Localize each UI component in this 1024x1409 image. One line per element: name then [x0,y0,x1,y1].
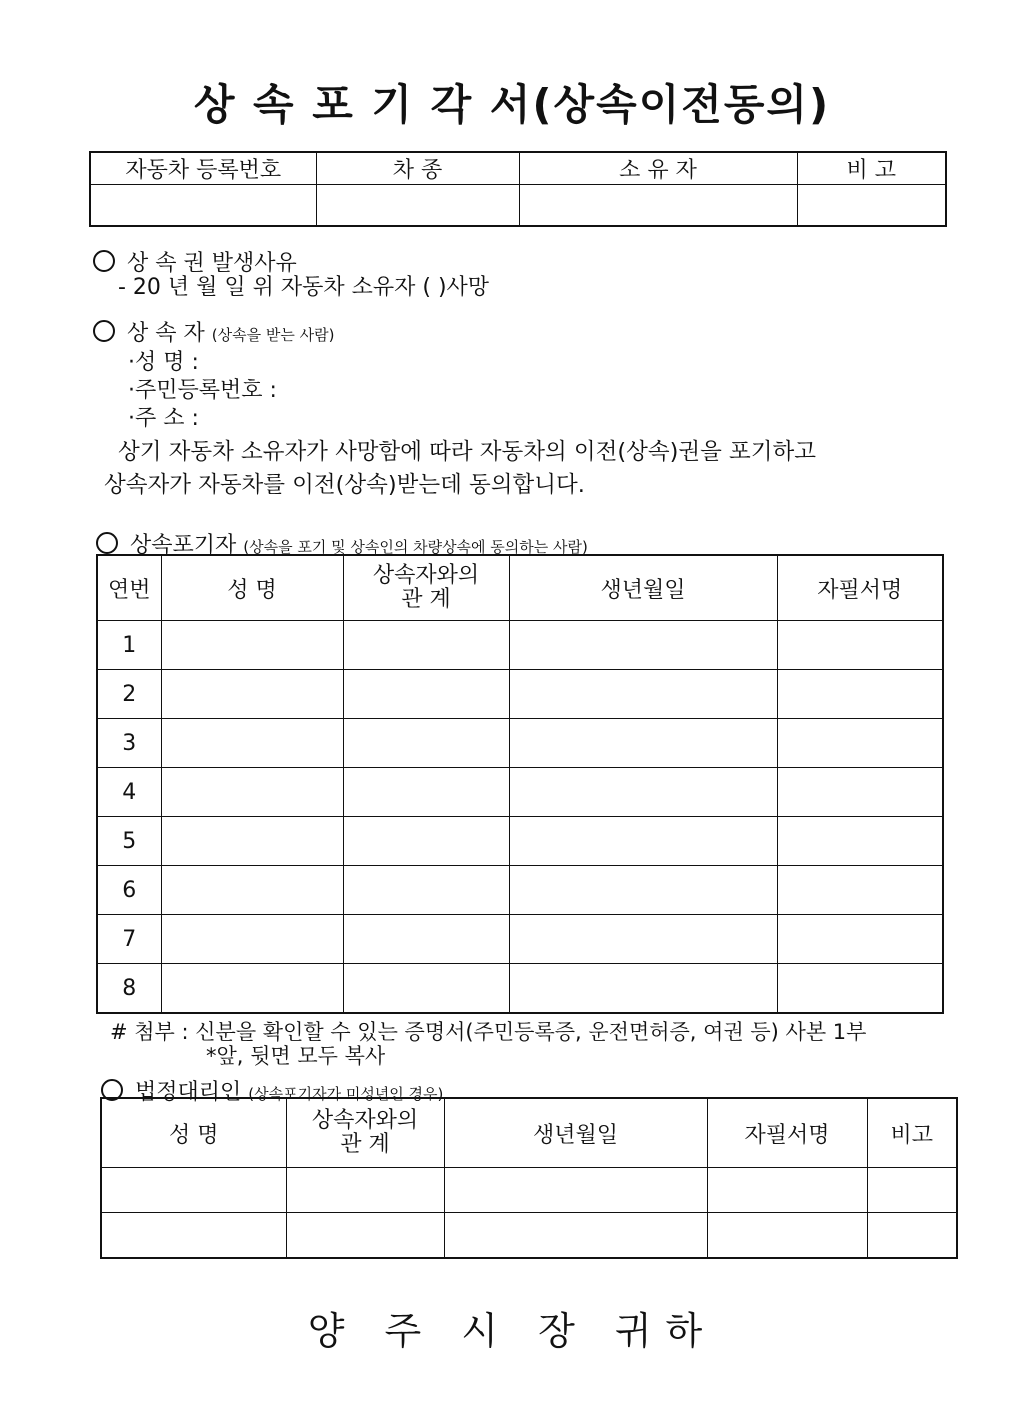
header-no: 연번 [97,555,161,621]
signature-cell[interactable] [777,964,943,1014]
attachment-copy-note: *앞, 뒷면 모두 복사 [206,1044,386,1068]
relation-cell[interactable] [343,866,509,915]
heir-name-field: ·성 명 : [128,350,199,375]
relation-cell[interactable] [343,915,509,964]
birth-cell[interactable] [509,915,777,964]
section-guardian-note: (상속포기자가 미성년인 경우) [248,1085,444,1103]
section-heir-note: (상속을 받는 사람) [211,326,335,344]
name-cell[interactable] [161,670,343,719]
header-birth-date: 생년월일 [509,555,777,621]
header-birth-date: 생년월일 [444,1098,707,1168]
birth-cell[interactable] [509,866,777,915]
header-registration-number: 자동차 등록번호 [90,152,316,185]
section-guardian-heading: 법정대리인 (상속포기자가 미성년인 경우) [101,1075,443,1106]
header-name: 성 명 [101,1098,286,1168]
table-row [97,817,943,866]
section-heir-heading: 상 속 자 (상속을 받는 사람) [93,316,334,347]
header-name: 성 명 [161,555,343,621]
name-cell[interactable] [161,817,343,866]
heir-id-field: ·주민등록번호 : [128,378,277,403]
header-vehicle-type: 차 종 [316,152,519,185]
birth-cell[interactable] [509,768,777,817]
table-row [97,719,943,768]
section-cause-line: - 20 년 월 일 위 자동차 소유자 ( )사망 [118,275,490,300]
name-cell[interactable] [161,915,343,964]
row-number: 3 [97,719,161,768]
section-renouncer-note: (상속을 포기 및 상속인의 차량상속에 동의하는 사람) [243,538,588,556]
birth-cell[interactable] [509,621,777,670]
birth-cell[interactable] [444,1213,707,1259]
header-relation: 상속자와의 관 계 [343,555,509,621]
row-number: 4 [97,768,161,817]
signature-cell[interactable] [707,1168,867,1213]
signature-cell[interactable] [777,866,943,915]
relation-cell[interactable] [343,817,509,866]
recipient-footer: 양 주 시 장 귀하 [307,1309,717,1353]
row-number: 1 [97,621,161,670]
attachment-note: # 첨부 : 신분을 확인할 수 있는 증명서(주민등록증, 운전면허증, 여권 등) 사본 1부 [110,1020,867,1044]
signature-cell[interactable] [777,915,943,964]
relation-cell[interactable] [286,1213,444,1259]
signature-cell[interactable] [777,817,943,866]
remarks-cell[interactable] [797,185,946,227]
name-cell[interactable] [161,719,343,768]
circle-bullet-icon [93,320,115,342]
birth-cell[interactable] [509,719,777,768]
row-number: 2 [97,670,161,719]
row-number: 5 [97,817,161,866]
remarks-cell[interactable] [867,1168,957,1213]
signature-cell[interactable] [707,1213,867,1259]
header-owner: 소 유 자 [519,152,797,185]
circle-bullet-icon [93,250,115,272]
relation-cell[interactable] [343,719,509,768]
header-remarks: 비 고 [797,152,946,185]
relation-cell[interactable] [343,768,509,817]
document-title: 상 속 포 기 각 서(상속이전동의) [193,80,831,129]
owner-cell[interactable] [519,185,797,227]
vehicle-info-table [89,151,947,227]
table-row [97,621,943,670]
circle-bullet-icon [96,532,118,554]
table-row [97,866,943,915]
relation-cell[interactable] [286,1168,444,1213]
header-relation: 상속자와의 관 계 [286,1098,444,1168]
name-cell[interactable] [161,866,343,915]
header-signature: 자필서명 [707,1098,867,1168]
name-cell[interactable] [161,621,343,670]
relation-cell[interactable] [343,964,509,1014]
statement-line-1: 상기 자동차 소유자가 사망함에 따라 자동차의 이전(상속)권을 포기하고 [118,439,816,465]
table-row [97,964,943,1014]
birth-cell[interactable] [444,1168,707,1213]
name-cell[interactable] [161,964,343,1014]
relation-cell[interactable] [343,621,509,670]
signature-cell[interactable] [777,621,943,670]
registration-number-cell[interactable] [90,185,316,227]
row-number: 7 [97,915,161,964]
name-cell[interactable] [161,768,343,817]
name-cell[interactable] [101,1213,286,1259]
row-number: 6 [97,866,161,915]
header-remarks: 비고 [867,1098,957,1168]
header-signature: 자필서명 [777,555,943,621]
guardian-table [100,1097,958,1259]
name-cell[interactable] [101,1168,286,1213]
table-row [97,768,943,817]
table-row [97,670,943,719]
heir-address-field: ·주 소 : [128,406,199,431]
signature-cell[interactable] [777,670,943,719]
signature-cell[interactable] [777,768,943,817]
table-row [101,1168,957,1213]
statement-line-2: 상속자가 자동차를 이전(상속)받는데 동의합니다. [104,472,585,498]
relation-cell[interactable] [343,670,509,719]
birth-cell[interactable] [509,964,777,1014]
signature-cell[interactable] [777,719,943,768]
section-renouncer-heading: 상속포기자 (상속을 포기 및 상속인의 차량상속에 동의하는 사람) [96,528,588,559]
table-row [97,915,943,964]
renouncer-table [96,554,944,1014]
table-row [101,1213,957,1259]
row-number: 8 [97,964,161,1014]
remarks-cell[interactable] [867,1213,957,1259]
birth-cell[interactable] [509,817,777,866]
birth-cell[interactable] [509,670,777,719]
section-cause-heading: 상 속 권 발생사유 [93,246,297,277]
vehicle-type-cell[interactable] [316,185,519,227]
